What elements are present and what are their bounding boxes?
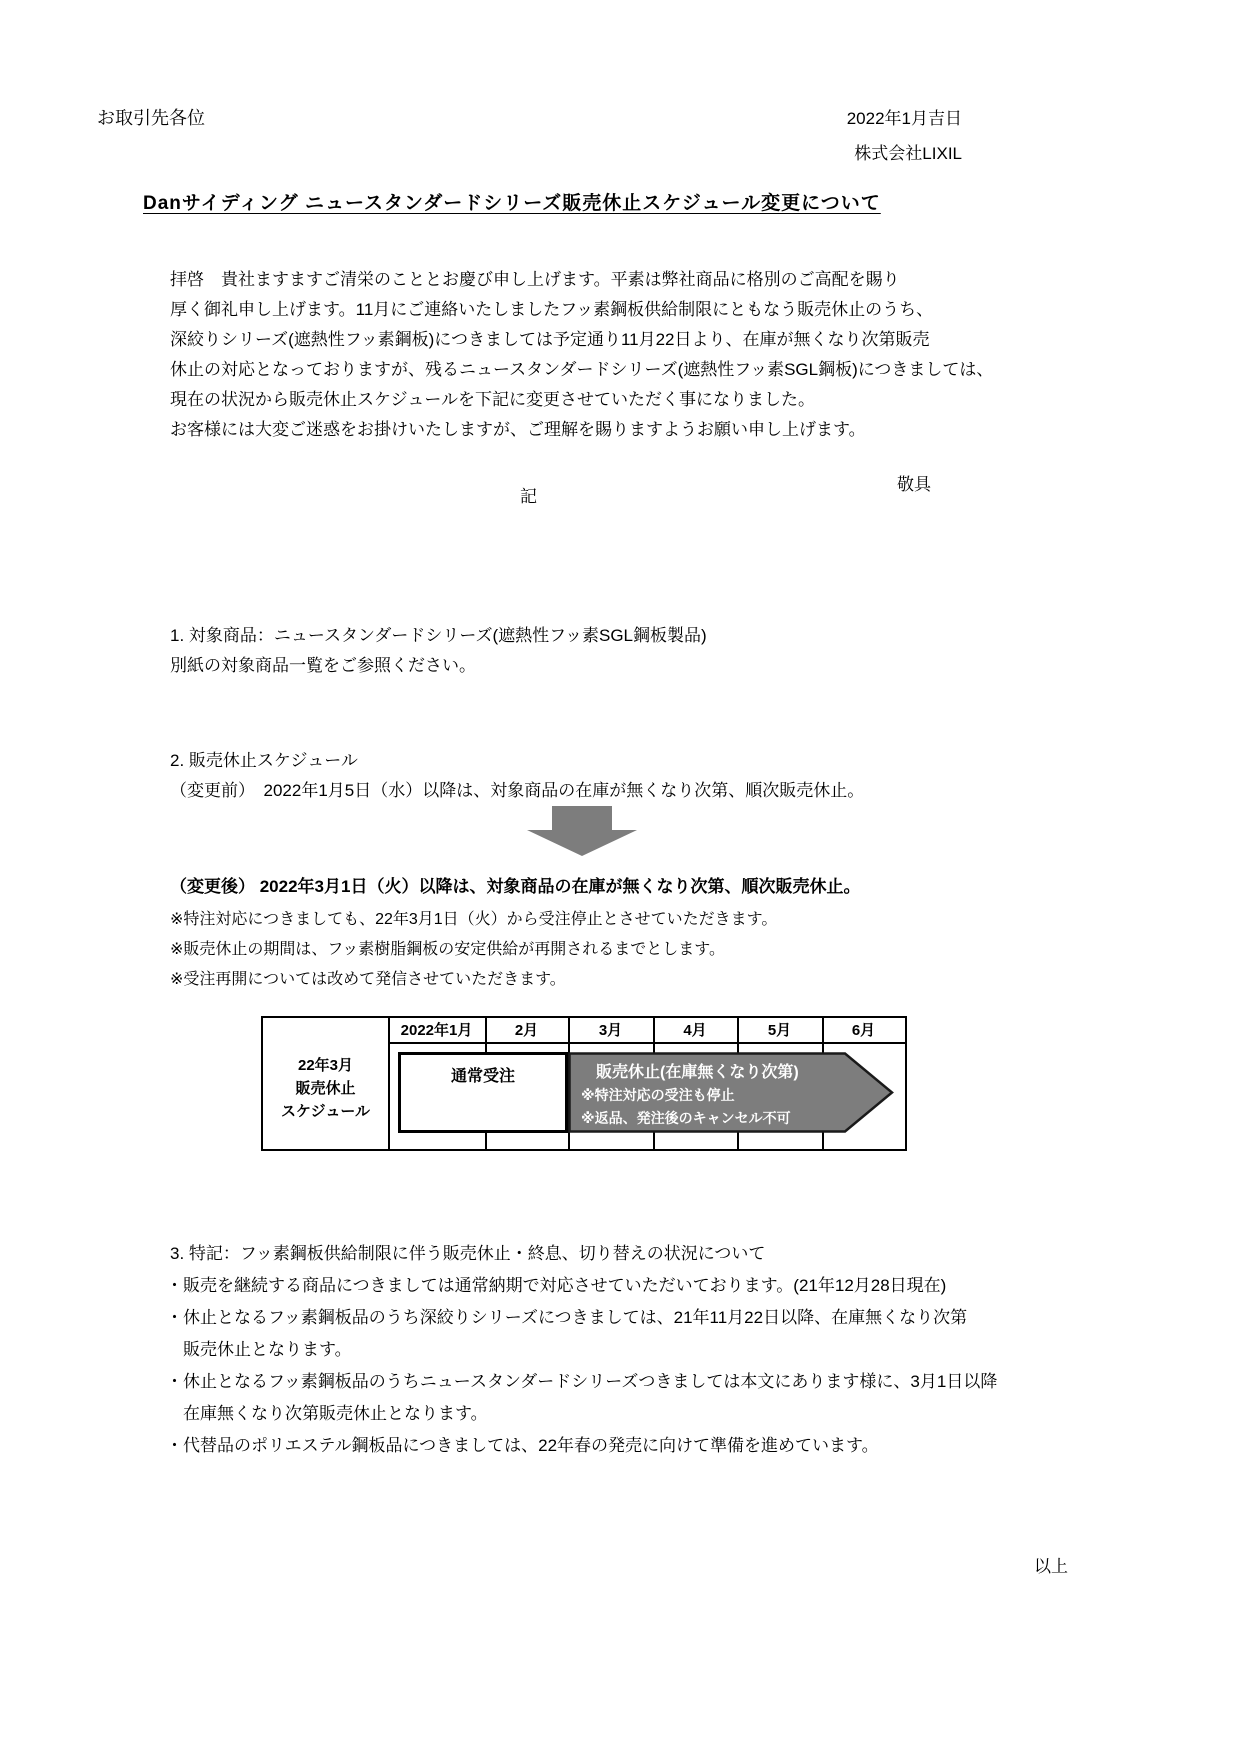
table-gridline [388,1042,905,1044]
section3-line: ・休止となるフッ素鋼板品のうちニュースタンダードシリーズつきましては本文にあります様に、3月1日以降 [166,1372,998,1391]
stop-arrow-line3: ※返品、発注後のキャンセル不可 [581,1110,791,1126]
month-header: 5月 [767,1022,792,1039]
document-title: Danサイディング ニュースタンダードシリーズ販売休止スケジュール変更について [143,193,881,214]
row-label-line: 販売休止 [295,1080,356,1097]
month-header: 3月 [598,1022,623,1039]
month-header: 2022年1月 [400,1022,473,1039]
table-row-label [263,1054,388,1123]
normal-order-box [398,1052,568,1133]
letter-date: 2022年1月吉日 [846,109,962,128]
month-header: 4月 [683,1022,707,1039]
body-line: 拝啓 貴社ますますご清栄のこととお慶び申し上げます。平素は弊社商品に格別のご高配を賜り [170,270,900,289]
record-mark: 記 [520,487,539,506]
row-label-line: 22年3月 [297,1057,354,1074]
section2-heading: 2. 販売休止スケジュール [170,751,358,770]
section3-line: ・代替品のポリエステル鋼板品につきましては、22年春の発売に向けて準備を進めています。 [166,1436,879,1455]
closing-keigu: 敬具 [897,475,931,494]
section3-line: ・休止となるフッ素鋼板品のうち深絞りシリーズにつきましては、21年11月22日以降、在庫無くなり次第 [166,1308,968,1327]
month-header: 2月 [514,1022,539,1039]
section3-line: 販売休止となります。 [166,1340,352,1359]
end-mark: 以上 [1034,1557,1068,1576]
section1-note: 別紙の対象商品一覧をご参照ください。 [170,656,476,675]
schedule-after: （変更後） 2022年3月1日（火）以降は、対象商品の在庫が無くなり次第、順次販売休止。 [170,877,861,896]
body-line: お客様には大変ご迷惑をお掛けいたしますが、ご理解を賜りますようお願い申し上げます。 [170,420,866,439]
note-line: ※受注再開については改めて発信させていただきます。 [170,971,566,988]
row-label-line: スケジュール [280,1103,371,1120]
month-header: 6月 [851,1022,876,1039]
letter-body [170,265,993,445]
body-line: 厚く御礼申し上げます。11月にご連絡いたしましたフッ素鋼板供給制限にともなう販売休止のうち、 [170,300,934,319]
body-line: 休止の対応となっておりますが、残るニュースタンダードシリーズ(遮熱性フッ素SGL鋼板)につきましては、 [170,360,994,379]
section3-heading: 3. 特記：フッ素鋼板供給制限に伴う販売休止・終息、切り替えの状況について [170,1244,766,1263]
note-line: ※特注対応につきましても、22年3月1日（火）から受注停止とさせていただきます。 [170,911,778,928]
section3-line: 在庫無くなり次第販売休止となります。 [166,1404,488,1423]
change-down-arrow-icon [527,806,637,856]
section1 [170,621,707,681]
body-line: 現在の状況から販売休止スケジュールを下記に変更させていただく事になりました。 [170,390,815,409]
recipient: お取引先各位 [97,108,205,128]
company-name: 株式会社LIXIL [854,144,962,163]
body-line: 深絞りシリーズ(遮熱性フッ素鋼板)につきましては予定通り11月22日より、在庫が無くなり次第販売 [170,330,930,349]
section1-heading: 1. 対象商品：ニュースタンダードシリーズ(遮熱性フッ素SGL鋼板製品) [170,626,707,645]
stop-arrow-line1: 販売休止(在庫無くなり次第) [596,1064,799,1081]
note-line: ※販売休止の期間は、フッ素樹脂鋼板の安定供給が再開されるまでとします。 [170,941,726,958]
section3 [166,1238,997,1462]
section3-line: ・販売を継続する商品につきましては通常納期で対応させていただいております。(21年12月28日現在) [166,1276,947,1295]
schedule-before: （変更前） 2022年1月5日（水）以降は、対象商品の在庫が無くなり次第、順次販売休止。 [170,781,865,800]
stop-arrow-line2: ※特注対応の受注も停止 [581,1087,735,1103]
section2-notes [170,905,777,995]
schedule-table [261,1016,907,1151]
normal-order-label: 通常受注 [450,1068,515,1085]
